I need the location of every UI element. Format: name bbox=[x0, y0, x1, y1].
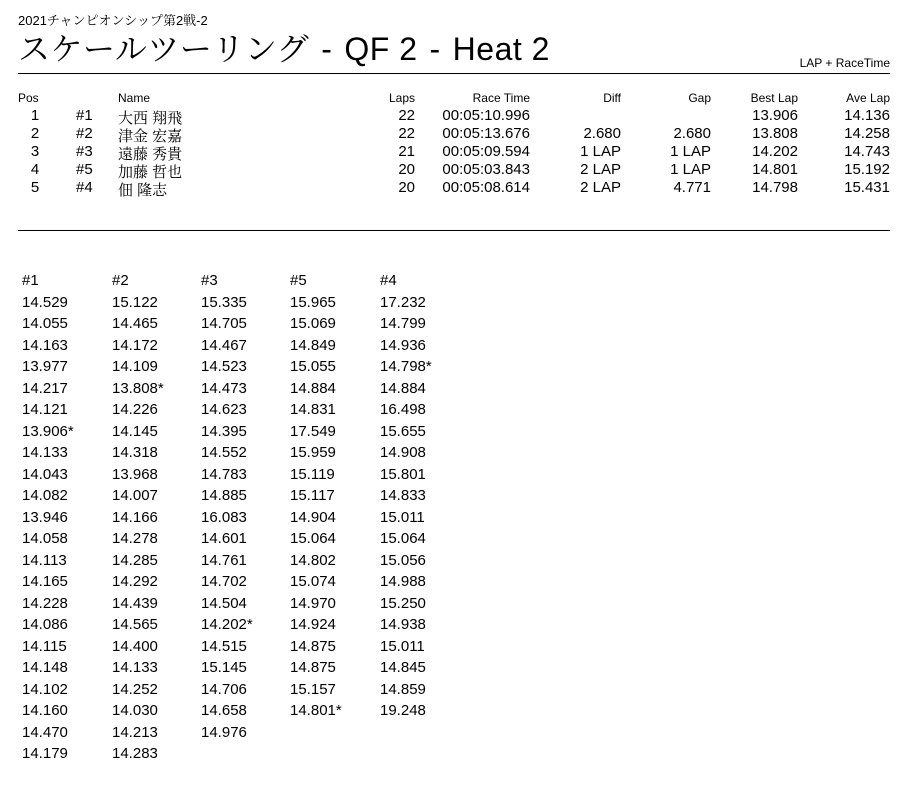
lap-time: 13.968 bbox=[112, 465, 158, 483]
lap-time: 14.523 bbox=[201, 358, 247, 375]
lap-time: 15.011 bbox=[380, 508, 425, 526]
results-header bbox=[18, 91, 890, 107]
lap-time: 13.946 bbox=[22, 508, 68, 526]
lap-time: 14.884 bbox=[290, 379, 336, 397]
lap-time: 14.202* bbox=[201, 616, 253, 633]
lap-time: 15.801 bbox=[380, 465, 426, 483]
result-pos: 3 bbox=[30, 143, 40, 160]
lap-time: 14.529 bbox=[22, 293, 68, 311]
col-name: Name bbox=[118, 91, 151, 105]
lap-time: 19.248 bbox=[380, 702, 426, 719]
lap-time: 14.278 bbox=[112, 530, 158, 547]
result-diff: 2 LAP bbox=[580, 179, 621, 196]
page-title bbox=[18, 24, 550, 70]
lap-time: 14.102 bbox=[22, 680, 68, 698]
result-race-time: 00:05:09.594 bbox=[442, 143, 530, 160]
result-race-time: 00:05:10.996 bbox=[442, 107, 530, 124]
lap-column bbox=[290, 270, 380, 722]
result-ave-lap: 14.743 bbox=[844, 143, 890, 160]
lap-time: 14.172 bbox=[112, 336, 158, 354]
col-laps: Laps bbox=[388, 91, 415, 105]
lap-time: 14.473 bbox=[201, 379, 247, 397]
lap-time: 14.798* bbox=[380, 358, 432, 375]
result-row bbox=[18, 143, 890, 161]
result-pos: 4 bbox=[30, 161, 40, 178]
lap-time: 15.056 bbox=[380, 551, 426, 569]
results-table bbox=[18, 91, 890, 197]
title-separator: - bbox=[429, 31, 441, 67]
result-pos: 1 bbox=[30, 107, 40, 124]
lap-time: 14.163 bbox=[22, 336, 68, 354]
result-diff: 2 LAP bbox=[580, 161, 621, 178]
lap-time: 14.515 bbox=[201, 637, 247, 655]
result-best-lap: 14.202 bbox=[752, 143, 798, 160]
lap-time: 14.283 bbox=[112, 745, 158, 762]
lap-time: 13.977 bbox=[22, 358, 68, 375]
lap-time: 14.465 bbox=[112, 315, 158, 332]
lap-time: 14.400 bbox=[112, 637, 158, 655]
col-race-time: Race Time bbox=[472, 91, 530, 105]
lap-time: 14.179 bbox=[22, 745, 68, 762]
lap-time: 14.058 bbox=[22, 530, 68, 547]
lap-time: 15.064 bbox=[380, 530, 426, 547]
col-ave-lap: Ave Lap bbox=[846, 91, 890, 105]
lap-time: 14.470 bbox=[22, 723, 68, 741]
result-ave-lap: 15.192 bbox=[844, 161, 890, 178]
result-laps: 20 bbox=[398, 179, 415, 196]
lap-time: 14.226 bbox=[112, 401, 158, 418]
lap-time: 14.395 bbox=[201, 422, 247, 440]
lap-time: 14.884 bbox=[380, 379, 426, 397]
lap-column-header: #5 bbox=[290, 272, 307, 289]
lap-time: 14.875 bbox=[290, 637, 336, 655]
result-best-lap: 14.801 bbox=[752, 161, 798, 178]
result-pos: 5 bbox=[30, 179, 40, 196]
lap-time: 14.504 bbox=[201, 594, 247, 612]
lap-time: 14.148 bbox=[22, 659, 68, 676]
lap-time: 15.145 bbox=[201, 659, 247, 676]
result-driver-name: 加藤 哲也 bbox=[118, 164, 183, 181]
result-gap: 1 LAP bbox=[670, 161, 711, 178]
result-race-time: 00:05:03.843 bbox=[442, 161, 530, 178]
lap-time: 14.109 bbox=[112, 358, 158, 375]
lap-time: 14.113 bbox=[22, 551, 67, 569]
lap-time: 15.655 bbox=[380, 422, 426, 440]
result-ave-lap: 15.431 bbox=[844, 179, 890, 196]
lap-time: 14.702 bbox=[201, 573, 247, 590]
lap-column-header: #1 bbox=[22, 272, 39, 289]
lap-time: 15.055 bbox=[290, 358, 336, 375]
lap-time: 14.801* bbox=[290, 702, 342, 719]
lap-time: 14.166 bbox=[112, 508, 158, 526]
lap-time: 14.133 bbox=[22, 444, 68, 461]
lap-time: 14.030 bbox=[112, 702, 158, 719]
result-best-lap: 14.798 bbox=[752, 179, 798, 196]
result-row bbox=[18, 161, 890, 179]
result-driver-name: 大西 翔飛 bbox=[118, 110, 183, 127]
lap-time: 14.043 bbox=[22, 465, 68, 483]
lap-time: 14.082 bbox=[22, 487, 68, 504]
lap-time: 14.924 bbox=[290, 616, 336, 633]
result-race-time: 00:05:08.614 bbox=[442, 179, 530, 196]
lap-column-header: #3 bbox=[201, 272, 218, 289]
lap-time: 14.439 bbox=[112, 594, 158, 612]
divider-top bbox=[18, 73, 890, 74]
result-car-number: #1 bbox=[76, 107, 93, 124]
result-diff: 1 LAP bbox=[580, 143, 621, 160]
lap-time: 14.908 bbox=[380, 444, 426, 461]
lap-time: 14.292 bbox=[112, 573, 158, 590]
lap-time: 14.970 bbox=[290, 594, 336, 612]
col-diff: Diff bbox=[603, 91, 621, 105]
lap-time: 14.007 bbox=[112, 487, 158, 504]
lap-time: 14.086 bbox=[22, 616, 68, 633]
lap-time: 14.802 bbox=[290, 551, 336, 569]
result-best-lap: 13.906 bbox=[752, 107, 798, 124]
lap-time: 15.064 bbox=[290, 530, 336, 547]
event-name: 2021チャンピオンシップ第2戦-2 bbox=[18, 13, 208, 28]
result-diff: 2.680 bbox=[583, 125, 621, 142]
lap-column bbox=[22, 270, 112, 765]
col-gap: Gap bbox=[688, 91, 711, 105]
subtitle: LAP + RaceTime bbox=[799, 56, 890, 70]
session-name: QF 2 bbox=[344, 31, 418, 67]
lap-time: 14.706 bbox=[201, 680, 247, 698]
lap-time: 14.904 bbox=[290, 508, 336, 526]
divider-bottom bbox=[18, 230, 890, 231]
lap-column bbox=[201, 270, 291, 743]
result-laps: 22 bbox=[398, 107, 415, 124]
lap-time: 14.318 bbox=[112, 444, 158, 461]
result-car-number: #5 bbox=[76, 161, 93, 178]
result-gap: 2.680 bbox=[673, 125, 711, 142]
lap-time: 15.959 bbox=[290, 444, 336, 461]
lap-time: 15.119 bbox=[290, 465, 335, 483]
result-driver-name: 佃 隆志 bbox=[118, 182, 168, 199]
lap-time: 14.467 bbox=[201, 336, 247, 354]
lap-time: 14.761 bbox=[201, 551, 247, 569]
result-car-number: #3 bbox=[76, 143, 93, 160]
result-driver-name: 遠藤 秀貴 bbox=[118, 146, 183, 163]
lap-time: 14.213 bbox=[112, 723, 158, 741]
lap-time: 14.936 bbox=[380, 336, 426, 354]
lap-time: 14.938 bbox=[380, 616, 426, 633]
lap-time: 14.875 bbox=[290, 659, 336, 676]
result-row bbox=[18, 179, 890, 197]
result-pos: 2 bbox=[30, 125, 40, 142]
lap-time: 14.252 bbox=[112, 680, 158, 698]
results-body bbox=[18, 107, 890, 197]
lap-column bbox=[112, 270, 202, 765]
lap-time: 14.658 bbox=[201, 702, 247, 719]
lap-time: 14.845 bbox=[380, 659, 426, 676]
lap-time: 17.232 bbox=[380, 293, 426, 311]
heat-name: Heat 2 bbox=[452, 31, 550, 67]
lap-column bbox=[380, 270, 470, 722]
result-race-time: 00:05:13.676 bbox=[442, 125, 530, 142]
lap-time: 14.705 bbox=[201, 315, 247, 332]
lap-time: 15.250 bbox=[380, 594, 426, 612]
lap-time: 16.498 bbox=[380, 401, 426, 418]
result-best-lap: 13.808 bbox=[752, 125, 798, 142]
col-pos: Pos bbox=[18, 91, 39, 105]
class-name: スケールツーリング bbox=[18, 31, 310, 67]
lap-time: 14.285 bbox=[112, 551, 158, 569]
lap-time: 14.799 bbox=[380, 315, 426, 332]
lap-time: 15.117 bbox=[290, 487, 335, 504]
lap-time: 14.783 bbox=[201, 465, 247, 483]
lap-time: 14.831 bbox=[290, 401, 336, 418]
lap-time: 14.055 bbox=[22, 315, 68, 332]
lap-time: 14.133 bbox=[112, 659, 158, 676]
lap-time: 14.988 bbox=[380, 573, 426, 590]
result-laps: 20 bbox=[398, 161, 415, 178]
result-car-number: #2 bbox=[76, 125, 93, 142]
lap-time: 14.165 bbox=[22, 573, 68, 590]
lap-time: 15.157 bbox=[290, 680, 336, 698]
lap-time: 13.906* bbox=[22, 422, 74, 440]
lap-column-header: #2 bbox=[112, 272, 129, 289]
lap-time: 14.552 bbox=[201, 444, 247, 461]
lap-time: 14.849 bbox=[290, 336, 336, 354]
lap-time: 14.145 bbox=[112, 422, 158, 440]
col-best-lap: Best Lap bbox=[750, 91, 798, 105]
lap-time: 15.069 bbox=[290, 315, 336, 332]
lap-time: 14.833 bbox=[380, 487, 426, 504]
lap-time: 14.160 bbox=[22, 702, 68, 719]
result-car-number: #4 bbox=[76, 179, 93, 196]
lap-time: 16.083 bbox=[201, 508, 247, 526]
lap-time: 14.228 bbox=[22, 594, 68, 612]
lap-column-header: #4 bbox=[380, 272, 397, 289]
lap-time: 13.808* bbox=[112, 379, 164, 397]
result-driver-name: 津金 宏嘉 bbox=[118, 128, 183, 145]
lap-time: 14.601 bbox=[201, 530, 247, 547]
lap-time: 14.217 bbox=[22, 379, 68, 397]
lap-time: 17.549 bbox=[290, 422, 336, 440]
lap-time: 14.115 bbox=[22, 637, 67, 655]
lap-time: 15.122 bbox=[112, 293, 158, 311]
result-laps: 22 bbox=[398, 125, 415, 142]
lap-time: 15.074 bbox=[290, 573, 336, 590]
title-separator: - bbox=[321, 31, 333, 67]
result-ave-lap: 14.258 bbox=[844, 125, 890, 142]
result-gap: 4.771 bbox=[673, 179, 711, 196]
lap-time: 15.011 bbox=[380, 637, 425, 655]
lap-time: 14.976 bbox=[201, 723, 247, 741]
lap-time: 14.859 bbox=[380, 680, 426, 698]
result-row bbox=[18, 125, 890, 143]
result-gap: 1 LAP bbox=[670, 143, 711, 160]
lap-time: 15.335 bbox=[201, 293, 247, 311]
lap-time: 14.623 bbox=[201, 401, 247, 418]
result-ave-lap: 14.136 bbox=[844, 107, 890, 124]
lap-time: 14.565 bbox=[112, 616, 158, 633]
lap-time: 14.885 bbox=[201, 487, 247, 504]
result-laps: 21 bbox=[398, 143, 415, 160]
lap-time: 15.965 bbox=[290, 293, 336, 311]
lap-time: 14.121 bbox=[22, 401, 68, 418]
result-row bbox=[18, 107, 890, 125]
